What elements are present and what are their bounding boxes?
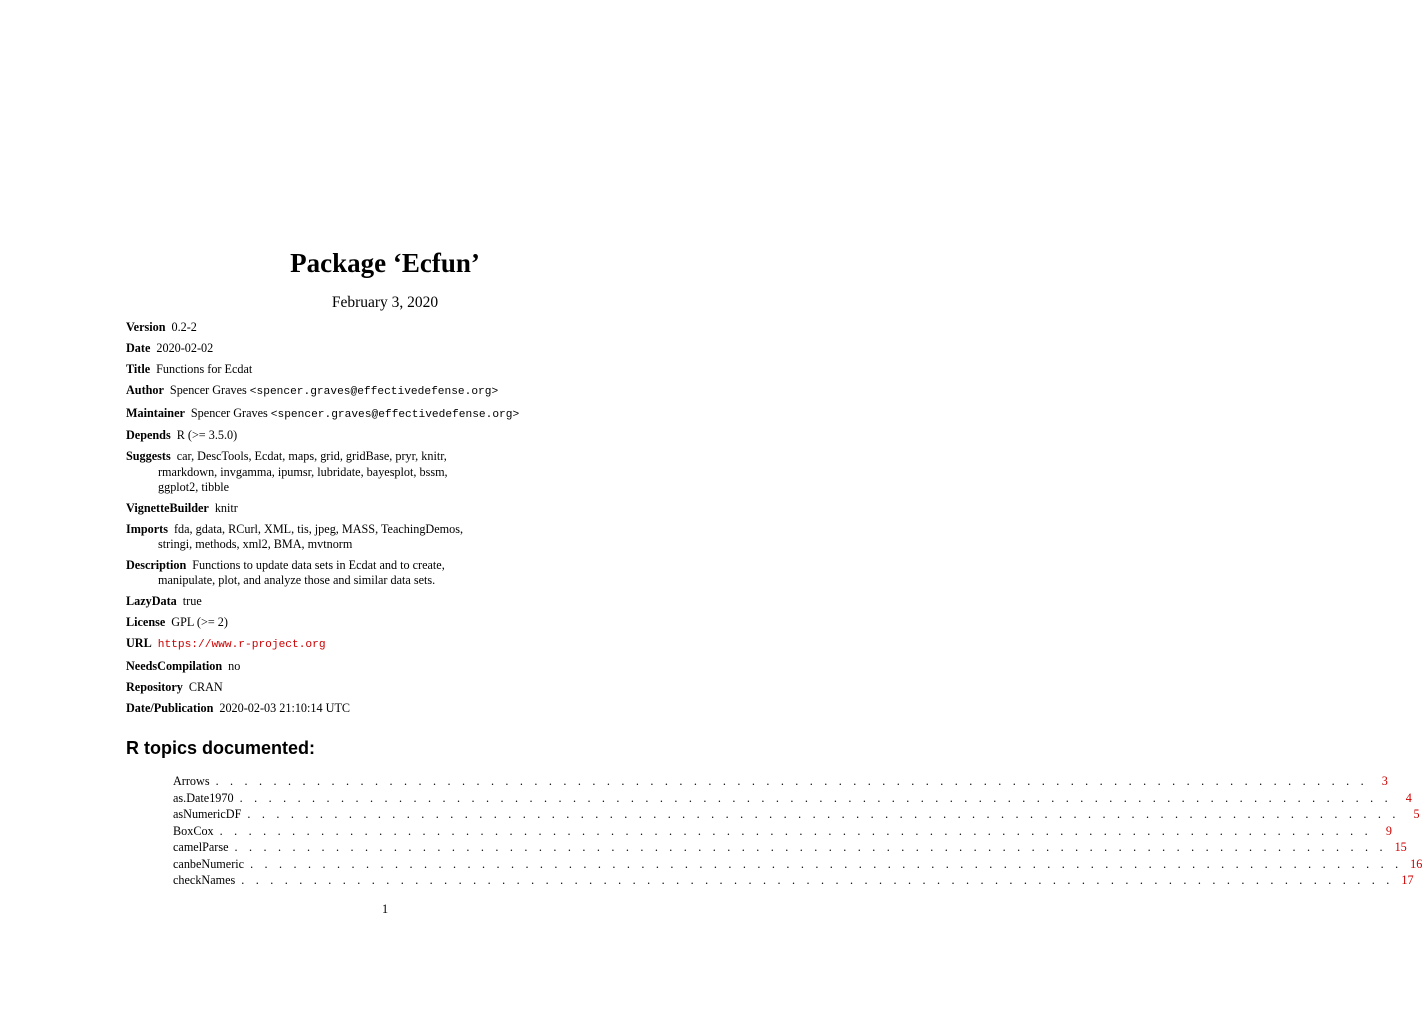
field-author bbox=[126, 383, 646, 400]
field-lazydata bbox=[126, 594, 646, 609]
toc-entry-name: BoxCox bbox=[173, 823, 214, 838]
field-key: VignetteBuilder bbox=[126, 500, 209, 515]
url-link[interactable]: https://www.r-project.org bbox=[157, 638, 326, 651]
field-value: ggplot2, tibble bbox=[158, 479, 230, 494]
description-fields bbox=[126, 320, 646, 721]
field-value: Functions for Ecdat bbox=[156, 361, 253, 376]
field-imports bbox=[126, 522, 646, 553]
page-number: 1 bbox=[381, 902, 389, 916]
field-repository bbox=[126, 680, 646, 695]
field-needscompilation bbox=[126, 659, 646, 674]
toc-page-link[interactable]: 16 bbox=[1410, 856, 1422, 871]
toc-entry-name: as.Date1970 bbox=[173, 790, 234, 805]
field-value: true bbox=[182, 594, 202, 609]
toc-entry-name: camelParse bbox=[173, 840, 229, 854]
field-key: Depends bbox=[126, 428, 171, 443]
toc-entry[interactable] bbox=[173, 806, 1420, 823]
field-key: Date bbox=[126, 340, 151, 355]
field-key: Date/Publication bbox=[126, 700, 214, 715]
field-value: no bbox=[228, 658, 241, 673]
field-value: 2020-02-02 bbox=[156, 340, 214, 355]
field-value: knitr bbox=[214, 500, 238, 515]
toc-leader-dots: . . . . . . . . . . . . . . . . . . . . . . . . . . . . . . . . . . . . . . . . . . . . . . . . . . . . . . . . . . . . . . . . . . . . . . . . . . . . . . . . bbox=[234, 840, 1387, 854]
field-key: Version bbox=[126, 320, 166, 334]
toc-page-link[interactable]: 15 bbox=[1394, 840, 1407, 854]
field-value: Spencer Graves <spencer.graves@effectivedefense.org> bbox=[169, 382, 499, 398]
field-key: Suggests bbox=[126, 449, 171, 464]
toc-entry-name: Arrows bbox=[173, 774, 210, 788]
toc-leader-dots: . . . . . . . . . . . . . . . . . . . . . . . . . . . . . . . . . . . . . . . . . . . . . . . . . . . . . . . . . . . . . . . . . . . . . . . . . . . . . . . . bbox=[247, 807, 1400, 821]
field-value: 0.2-2 bbox=[171, 320, 197, 334]
field-value: car, DescTools, Ecdat, maps, grid, gridBase, pryr, knitr, bbox=[176, 449, 447, 464]
field-key: URL bbox=[126, 635, 152, 650]
field-vignettebuilder bbox=[126, 501, 646, 516]
toc-leader-dots: . . . . . . . . . . . . . . . . . . . . . . . . . . . . . . . . . . . . . . . . . . . . . . . . . . . . . . . . . . . . . . . . . . . . . . . . . . . . . . . . bbox=[241, 873, 1394, 887]
field-license bbox=[126, 615, 646, 630]
field-date-publication bbox=[126, 701, 646, 716]
field-version bbox=[126, 320, 646, 335]
field-value: manipulate, plot, and analyze those and similar data sets. bbox=[158, 573, 436, 588]
field-value: Functions to update data sets in Ecdat and to create, bbox=[192, 557, 445, 572]
toc-entry[interactable] bbox=[173, 773, 1388, 790]
toc-entry[interactable] bbox=[173, 790, 1412, 807]
field-value: Spencer Graves <spencer.graves@effectivedefense.org> bbox=[190, 405, 520, 421]
field-maintainer bbox=[126, 406, 646, 423]
package-title: Package ‘Ecfun’ bbox=[290, 248, 480, 278]
field-key: Imports bbox=[126, 521, 168, 536]
field-key: Description bbox=[126, 557, 187, 572]
field-title bbox=[126, 362, 646, 377]
field-key: Author bbox=[126, 382, 164, 397]
field-value: fda, gdata, RCurl, XML, tis, jpeg, MASS, TeachingDemos, bbox=[173, 521, 464, 536]
package-date: February 3, 2020 bbox=[331, 294, 439, 311]
toc-entry-name: checkNames bbox=[173, 873, 236, 887]
toc-entry[interactable] bbox=[173, 872, 1414, 889]
field-key: Repository bbox=[126, 679, 183, 694]
toc-entry-name: canbeNumeric bbox=[173, 856, 245, 871]
field-value: CRAN bbox=[188, 679, 223, 694]
field-suggests bbox=[126, 449, 646, 495]
field-depends bbox=[126, 428, 646, 443]
toc-leader-dots: . . . . . . . . . . . . . . . . . . . . . . . . . . . . . . . . . . . . . . . . . . . . . . . . . . . . . . . . . . . . . . . . . . . . . . . . . . . . . . . . bbox=[219, 823, 1372, 838]
field-key: LazyData bbox=[126, 594, 177, 609]
toc-page-link[interactable]: 9 bbox=[1385, 823, 1392, 838]
toc-page-link[interactable]: 5 bbox=[1413, 807, 1420, 821]
toc-page-link[interactable]: 17 bbox=[1401, 873, 1414, 887]
field-value: 2020-02-03 21:10:14 UTC bbox=[219, 700, 351, 715]
field-key: NeedsCompilation bbox=[126, 658, 223, 673]
field-key: Title bbox=[126, 361, 151, 376]
field-value: GPL (>= 2) bbox=[171, 614, 228, 629]
field-description bbox=[126, 558, 646, 589]
toc-leader-dots: . . . . . . . . . . . . . . . . . . . . . . . . . . . . . . . . . . . . . . . . . . . . . . . . . . . . . . . . . . . . . . . . . . . . . . . . . . . . . . . . bbox=[215, 774, 1368, 788]
field-key: License bbox=[126, 614, 166, 629]
field-url bbox=[126, 636, 646, 653]
toc-entry[interactable] bbox=[173, 823, 1392, 840]
toc-page-link[interactable]: 3 bbox=[1381, 774, 1388, 788]
toc-entry[interactable] bbox=[173, 856, 1422, 873]
field-value: R (>= 3.5.0) bbox=[176, 428, 238, 443]
toc-page-link[interactable]: 4 bbox=[1405, 790, 1412, 805]
table-of-contents bbox=[173, 773, 1422, 889]
field-value: rmarkdown, invgamma, ipumsr, lubridate, bayesplot, bssm, bbox=[158, 464, 448, 479]
toc-leader-dots: . . . . . . . . . . . . . . . . . . . . . . . . . . . . . . . . . . . . . . . . . . . . . . . . . . . . . . . . . . . . . . . . . . . . . . . . . . . . . . . . bbox=[250, 856, 1403, 871]
field-key: Maintainer bbox=[126, 405, 185, 420]
toc-leader-dots: . . . . . . . . . . . . . . . . . . . . . . . . . . . . . . . . . . . . . . . . . . . . . . . . . . . . . . . . . . . . . . . . . . . . . . . . . . . . . . . . bbox=[239, 790, 1392, 805]
toc-entry[interactable] bbox=[173, 839, 1407, 856]
toc-heading: R topics documented: bbox=[126, 738, 316, 758]
field-value: stringi, methods, xml2, BMA, mvtnorm bbox=[158, 537, 353, 552]
toc-entry-name: asNumericDF bbox=[173, 807, 242, 821]
field-date bbox=[126, 341, 646, 356]
